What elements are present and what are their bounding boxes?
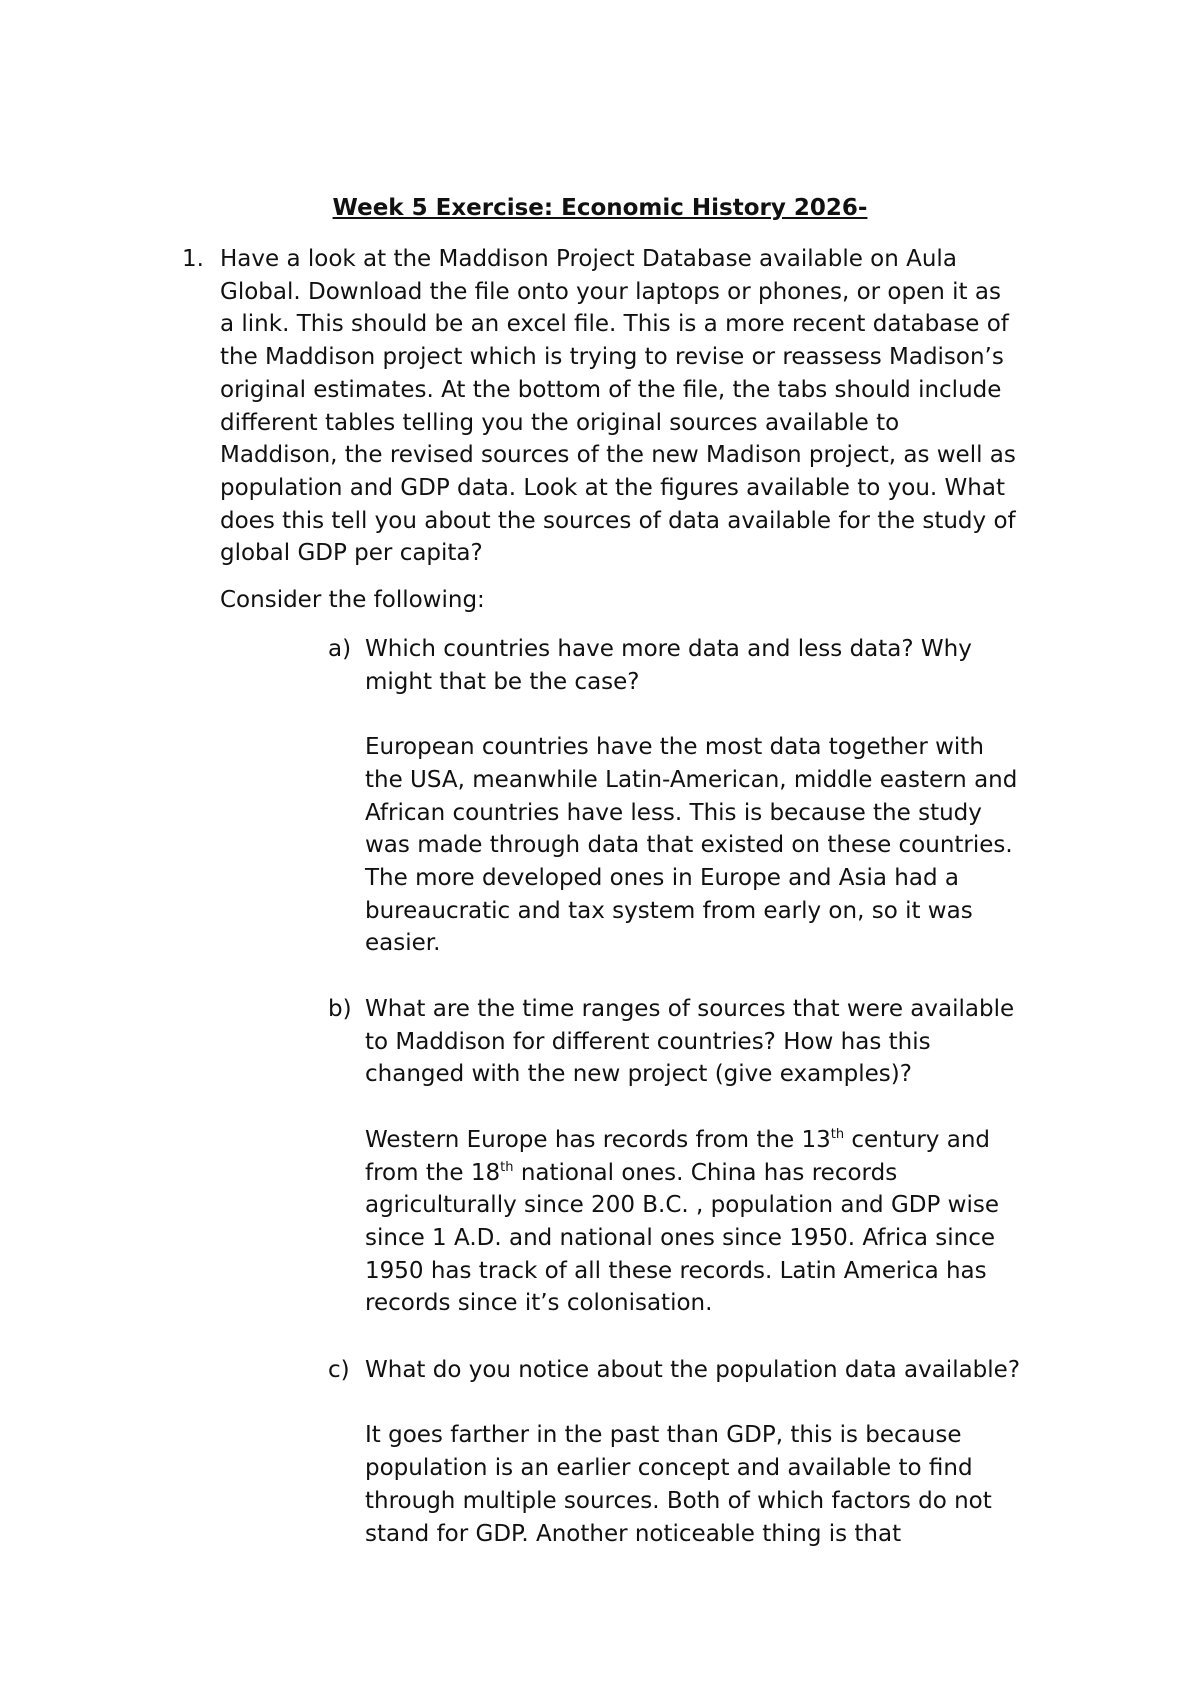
- question-1-line: global GDP per capita?: [220, 540, 483, 567]
- answer-line: was made through data that existed on these countries.: [365, 832, 1013, 859]
- answer-line: The more developed ones in Europe and Asia had a: [365, 864, 959, 891]
- sub-question-a-body: [365, 633, 1088, 960]
- question-1-line: population and GDP data. Look at the figures available to you. What: [220, 474, 1005, 501]
- question-1-line: a link. This should be an excel file. This is a more recent database of: [220, 311, 1009, 338]
- question-line: What do you notice about the population data available?: [365, 1357, 1021, 1383]
- consider-heading: Consider the following:: [220, 587, 485, 613]
- question-1-line: the Maddison project which is trying to revise or reassess Madison’s: [220, 344, 1004, 371]
- question-1-text: [220, 243, 1080, 570]
- answer-line: bureaucratic and tax system from early on, so it was: [365, 897, 973, 924]
- answer-line: through multiple sources. Both of which factors do not: [365, 1487, 992, 1514]
- question-1-line: different tables telling you the original sources available to: [220, 409, 900, 436]
- sub-question-c: [328, 1354, 1088, 1550]
- sub-question-b-body: [365, 993, 1088, 1320]
- answer-line: stand for GDP. Another noticeable thing is that: [365, 1520, 902, 1547]
- answer-line: easier.: [365, 930, 441, 957]
- question-line: What are the time ranges of sources that were available: [365, 996, 1015, 1022]
- sub-question-a: [328, 633, 1088, 960]
- question-1-line: Global. Download the file onto your laptops or phones, or open it as: [220, 278, 1001, 305]
- sub-question-c-body: [365, 1354, 1088, 1550]
- question-1-line: does this tell you about the sources of data available for the study of: [220, 507, 1016, 534]
- answer-line: population is an earlier concept and available to find: [365, 1455, 973, 1482]
- sub-question-a-label: a): [328, 636, 352, 662]
- question-1-line: Have a look at the Maddison Project Database available on Aula: [220, 246, 957, 272]
- question-1-number: 1.: [182, 246, 204, 272]
- answer-line: agriculturally since 200 B.C. , population and GDP wise: [365, 1192, 999, 1219]
- question-line: Which countries have more data and less data? Why: [365, 636, 972, 662]
- page-title: Week 5 Exercise: Economic History 2026-: [332, 195, 868, 221]
- answer-line: from the 18th national ones. China has records: [365, 1159, 898, 1186]
- sub-question-c-label: c): [328, 1357, 350, 1383]
- answer-line: African countries have less. This is because the study: [365, 799, 982, 826]
- answer-line: since 1 A.D. and national ones since 1950. Africa since: [365, 1224, 996, 1251]
- answer-line: records since it’s colonisation.: [365, 1290, 713, 1317]
- question-1-line: Maddison, the revised sources of the new Madison project, as well as: [220, 442, 1016, 469]
- question-1: [182, 243, 1082, 570]
- answer-line: 1950 has track of all these records. Latin America has: [365, 1257, 987, 1284]
- answer-line: European countries have the most data together with: [365, 734, 984, 761]
- question-line: might that be the case?: [365, 668, 640, 695]
- answer-line: the USA, meanwhile Latin-American, middle eastern and: [365, 766, 1018, 793]
- question-line: changed with the new project (give examples)?: [365, 1061, 912, 1088]
- answer-line: Western Europe has records from the 13th century and: [365, 1126, 990, 1153]
- sub-question-b-label: b): [328, 996, 352, 1022]
- question-line: to Maddison for different countries? How has this: [365, 1028, 931, 1055]
- sub-question-b: [328, 993, 1088, 1320]
- answer-line: It goes farther in the past than GDP, this is because: [365, 1422, 962, 1449]
- question-1-line: original estimates. At the bottom of the file, the tabs should include: [220, 376, 1002, 403]
